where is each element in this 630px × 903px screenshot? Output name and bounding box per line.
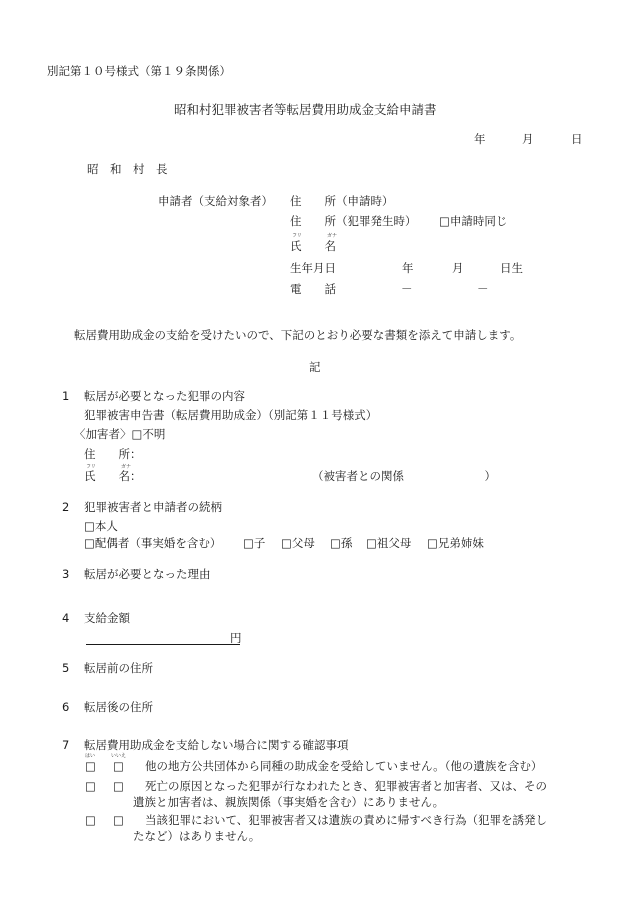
confirm-item-text: 他の地方公共団体から同種の助成金を受給していません。（他の遺族を含む）	[145, 759, 543, 773]
birth-label: 生年月日	[290, 261, 336, 275]
phone-dash: －	[401, 282, 413, 296]
relation-sibling-checkbox[interactable]: □兄弟姉妹	[427, 536, 484, 550]
amount-field[interactable]	[86, 632, 240, 645]
section-heading: 転居が必要となった犯罪の内容	[84, 389, 245, 403]
yes-label: はい	[85, 753, 96, 759]
relation-grandparent-checkbox[interactable]: □祖父母	[366, 536, 412, 550]
perpetrator-name-label: 氏 名：	[84, 469, 142, 483]
yen-unit: 円	[230, 631, 242, 645]
section-number: 5	[62, 661, 70, 675]
address-crime-label: 住 所（犯罪発生時）	[290, 214, 417, 228]
same-as-now-checkbox[interactable]: □申請時同じ	[439, 214, 508, 228]
relation-spouse-checkbox[interactable]: □配偶者（事実婚を含む）	[84, 536, 222, 550]
confirm-item-text: 当該犯罪において、犯罪被害者又は遺族の責めに帰すべき行為（犯罪を誘発し	[145, 813, 548, 827]
form-title: 昭和村犯罪被害者等転居費用助成金支給申請書	[174, 102, 437, 117]
ki-heading: 記	[309, 360, 321, 374]
perpetrator-unknown-checkbox[interactable]: 〈加害者〉□不明	[74, 427, 166, 441]
no-checkbox[interactable]: □	[113, 779, 124, 793]
section-heading: 転居前の住所	[84, 661, 153, 675]
relation-parent-checkbox[interactable]: □父母	[281, 536, 315, 550]
birth-year: 年	[402, 261, 414, 275]
section-number: 6	[62, 700, 70, 714]
phone-dash: －	[477, 282, 489, 296]
crime-report-ref: 犯罪被害申告書（転居費用助成金）（別記第１１号様式）	[84, 408, 378, 422]
no-checkbox[interactable]: □	[113, 759, 124, 773]
section-number: 3	[62, 567, 70, 581]
section-heading: 転居後の住所	[84, 700, 153, 714]
section-heading: 犯罪被害者と申請者の続柄	[84, 500, 222, 514]
furigana-label: ガナ	[327, 233, 338, 239]
perpetrator-address-label: 住 所：	[84, 447, 142, 461]
relation-grandchild-checkbox[interactable]: □孫	[330, 536, 353, 550]
confirm-item-text: たなど）はありません。	[133, 829, 261, 843]
furigana-label: フリ	[86, 464, 96, 470]
yes-checkbox[interactable]: □	[85, 759, 96, 773]
section-number: 2	[62, 500, 70, 514]
birth-month: 月	[452, 261, 464, 275]
relation-self-checkbox[interactable]: □本人	[84, 519, 118, 533]
form-number: 別記第１０号様式（第１９条関係）	[47, 64, 231, 78]
section-number: 1	[62, 389, 70, 403]
phone-label: 電 話	[290, 282, 336, 296]
no-label: いいえ	[111, 753, 127, 759]
recipient: 昭 和 村 長	[87, 162, 168, 176]
yes-checkbox[interactable]: □	[85, 813, 96, 827]
confirm-item-text: 死亡の原因となった犯罪が行なわれたとき、犯罪被害者と加害者、又は、その	[145, 779, 548, 793]
date-day: 日	[571, 132, 583, 146]
confirm-item-text: 遺族と加害者は、親族関係（事実婚を含む）にありません。	[133, 795, 445, 809]
relation-child-checkbox[interactable]: □子	[243, 536, 266, 550]
section-number: 7	[62, 738, 70, 752]
furigana-label: フリ	[292, 233, 302, 239]
intro-text: 転居費用助成金の支給を受けたいので、下記のとおり必要な書類を添えて申請します。	[74, 328, 522, 342]
address-now-label: 住 所（申請時）	[290, 194, 394, 208]
applicant-label: 申請者（支給対象者）	[158, 194, 273, 208]
section-heading: 支給金額	[84, 611, 130, 625]
yes-checkbox[interactable]: □	[85, 779, 96, 793]
date-month: 月	[522, 132, 534, 146]
section-heading: 転居費用助成金を支給しない場合に関する確認事項	[84, 738, 349, 752]
section-number: 4	[62, 611, 70, 625]
furigana-label: ガナ	[121, 464, 132, 470]
section-heading: 転居が必要となった理由	[84, 567, 211, 581]
birth-day: 日生	[500, 261, 523, 275]
name-label: 氏 名	[290, 239, 336, 253]
no-checkbox[interactable]: □	[113, 813, 124, 827]
relation-field: （被害者との関係 ）	[312, 469, 496, 483]
date-year: 年	[474, 132, 486, 146]
